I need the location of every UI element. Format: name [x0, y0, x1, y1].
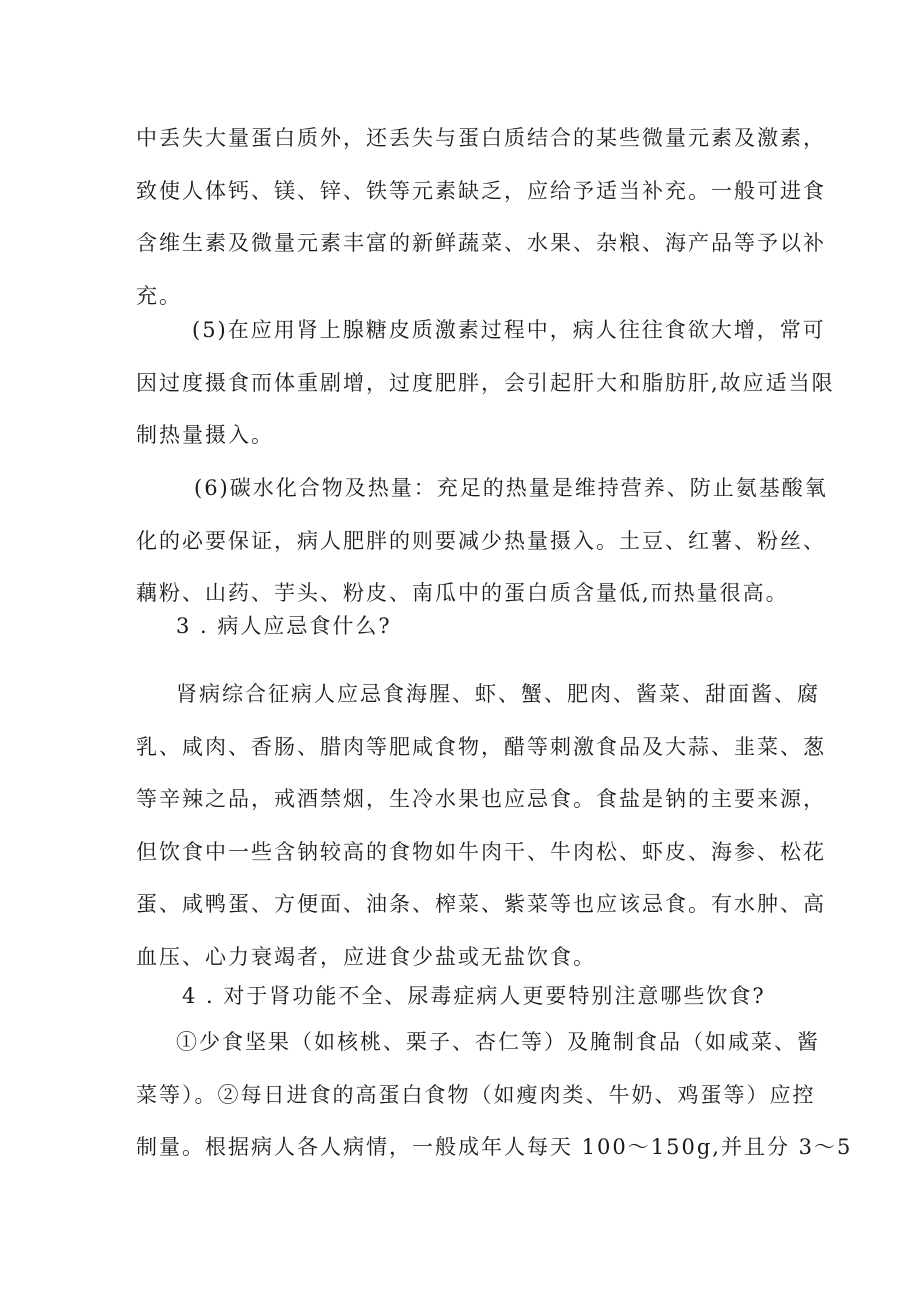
text-line: (6)碳水化合物及热量：充足的热量是维持营养、防止氨基酸氧	[194, 476, 828, 500]
text-line: 化的必要保证，病人肥胖的则要减少热量摄入。土豆、红薯、粉丝、	[136, 528, 826, 553]
text-line: 含维生素及微量元素丰富的新鲜蔬菜、水果、杂粮、海产品等予以补	[136, 231, 826, 255]
text-line: 制热量摄入。	[136, 423, 274, 447]
text-line: 致使人体钙、镁、锌、铁等元素缺乏，应给予适当补充。一般可进食	[136, 178, 826, 203]
paragraph-renal-diet	[136, 1016, 853, 1174]
text-line: 藕粉、山药、芋头、粉皮、南瓜中的蛋白质含量低,而热量很高。	[136, 581, 789, 605]
text-line: 充。	[136, 283, 182, 308]
paragraph-continued	[136, 112, 826, 322]
text-line: 中丢失大量蛋白质外，还丢失与蛋白质结合的某些微量元素及激素，	[136, 126, 826, 150]
paragraph-item-6	[136, 462, 828, 620]
paragraph-avoid-foods	[136, 668, 826, 983]
text-line: 肾病综合征病人应忌食海腥、虾、蟹、肥肉、酱菜、甜面酱、腐	[176, 682, 820, 706]
text-line: ①少食坚果（如核桃、栗子、杏仁等）及腌制食品（如咸菜、酱	[176, 1030, 820, 1054]
section-heading-4	[136, 970, 792, 1023]
paragraph-item-5	[136, 304, 835, 462]
text-line: 等辛辣之品，戒酒禁烟，生冷水果也应忌食。食盐是钠的主要来源，	[136, 787, 826, 811]
text-line: 但饮食中一些含钠较高的食物如牛肉干、牛肉松、虾皮、海参、松花	[136, 839, 826, 864]
text-line: 因过度摄食而体重剧增，过度肥胖，会引起肝大和脂肪肝,故应适当限	[136, 370, 835, 395]
section-heading-3	[136, 600, 792, 653]
text-line: 乳、咸肉、香肠、腊肉等肥咸食物，醋等刺激食品及大蒜、韭菜、葱	[136, 734, 826, 759]
text-line: (5)在应用肾上腺糖皮质激素过程中，病人往往食欲大增，常可	[192, 318, 826, 342]
text-line: 血压、心力衰竭者，应进食少盐或无盐饮食。	[136, 944, 596, 969]
heading-text: 4 . 对于肾功能不全、尿毒症病人更要特别注意哪些饮食?	[182, 984, 766, 1008]
text-line: 蛋、咸鸭蛋、方便面、油条、榨菜、紫菜等也应该忌食。有水肿、高	[136, 892, 826, 916]
text-line: 制量。根据病人各人病情，一般成年人每天 100～150g,并且分 3～5	[136, 1135, 853, 1159]
text-line: 菜等）。②每日进食的高蛋白食物（如瘦肉类、牛奶、鸡蛋等）应控	[136, 1082, 816, 1107]
heading-text: 3 . 病人应忌食什么?	[176, 614, 392, 638]
